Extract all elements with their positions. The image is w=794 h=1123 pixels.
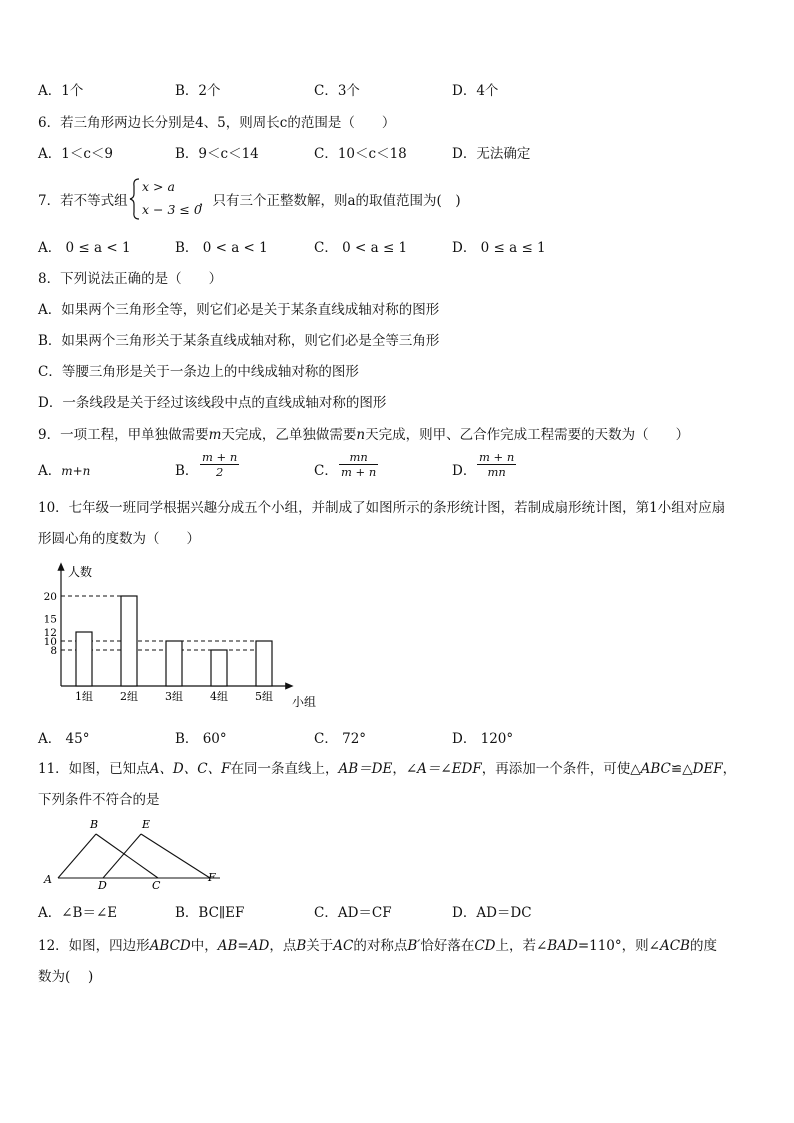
q6-option-b: B．9＜c＜14 — [175, 146, 259, 162]
q9-option-b-numerator: m + n — [202, 450, 238, 464]
q12-angle-bad: ∠BAD — [536, 938, 578, 954]
q9-option-c-label: C． — [314, 463, 338, 479]
q11-points: A、D、C、F — [149, 761, 231, 777]
q12-condition: AB=AD — [217, 938, 270, 954]
bar-chart — [28, 560, 338, 718]
q12-angle-acb: ∠ACB — [648, 938, 690, 954]
q5-option-a: A．1个 — [38, 83, 84, 99]
q12-point-b-prime: B′ — [407, 938, 421, 954]
q12-stem-line-1 — [38, 937, 717, 955]
chart-bar-4 — [211, 650, 227, 686]
q12-stem-h: =110°，则 — [577, 938, 649, 954]
q12-stem-a: 12．如图，四边形 — [38, 938, 150, 954]
q9-option-b-label: B． — [175, 463, 199, 479]
chart-x-tick-1: 1组 — [75, 690, 93, 703]
q11-condition-1: AB＝DE — [338, 761, 393, 777]
q11-option-b: B．BC∥EF — [175, 905, 245, 921]
q12-stem-f: 恰好落在 — [420, 938, 475, 954]
q9-stem-c: 天完成，则甲、乙合作完成工程需要的天数为（ ） — [365, 427, 690, 443]
q12-stem-b: 中， — [190, 938, 218, 954]
q12-stem-line-2: 数为( ) — [38, 969, 94, 985]
q9-option-c-denominator: m + n — [341, 465, 377, 479]
q5-option-c: C．3个 — [314, 83, 360, 99]
q12-stem-e: 的对称点 — [353, 938, 408, 954]
q9-stem — [38, 426, 689, 444]
q9-option-c-fraction — [339, 450, 378, 479]
q9-option-d-denominator: mn — [477, 464, 516, 479]
chart-y-tick-8: 8 — [50, 645, 57, 657]
q9-stem-b: 天完成，乙单独做需要 — [221, 427, 357, 443]
chart-x-tick-4: 4组 — [210, 690, 228, 703]
q9-option-d-numerator: m + n — [479, 450, 515, 464]
chart-x-label: 小组 — [292, 695, 317, 709]
q9-var-m: m — [208, 427, 222, 443]
q12-stem-i: 的度 — [689, 938, 717, 954]
q9-option-a — [38, 462, 90, 480]
q11-stem-line-1 — [38, 760, 736, 778]
q11-stem-a: 11．如图，已知点 — [38, 761, 150, 777]
q8-option-c: C．等腰三角形是关于一条边上的中线成轴对称的图形 — [38, 364, 359, 380]
q8-option-d: D．一条线段是关于经过该线段中点的直线成轴对称的图形 — [38, 395, 387, 411]
q9-option-b-denominator: 2 — [200, 464, 239, 479]
q9-option-c-numerator: mn — [349, 450, 368, 464]
q11-separator: ， — [392, 761, 406, 777]
q11-stem-b: 在同一条直线上， — [230, 761, 339, 777]
fig11-label-c: C — [152, 879, 161, 890]
q8-option-b: B．如果两个三角形关于某条直线成轴对称，则它们必是全等三角形 — [38, 333, 440, 349]
fig11-label-b: B — [90, 818, 99, 831]
q11-option-a: A．∠B＝∠E — [38, 905, 118, 921]
q11-triangle-2: DEF — [692, 761, 723, 777]
q11-option-c: C．AD＝CF — [314, 905, 392, 921]
q7-brace-icon — [129, 178, 141, 220]
q11-triangle-figure — [38, 815, 228, 890]
fig11-label-d: D — [98, 879, 107, 890]
q7-system-line-1: x > a — [142, 179, 175, 194]
q7-option-a: A． 0 ≤ a < 1 — [38, 240, 131, 256]
q6-option-c: C．10＜c＜18 — [314, 146, 407, 162]
q12-segment-cd: CD — [474, 938, 496, 954]
fig11-label-e: E — [142, 818, 151, 831]
q9-stem-a: 9．一项工程，甲单独做需要 — [38, 427, 209, 443]
q7-system-line-2: x − 3 ≤ 0 — [142, 202, 202, 217]
chart-bar-1 — [76, 632, 92, 686]
q11-stem-d: ， — [722, 761, 737, 777]
q7-suffix: ，只有三个正整数解，则a的取值范围为( ) — [199, 193, 461, 209]
chart-y-tick-12: 12 — [43, 627, 57, 639]
q5-option-b: B．2个 — [175, 83, 221, 99]
q9-option-b-fraction — [200, 450, 239, 479]
q5-option-d: D．4个 — [452, 83, 499, 99]
q12-point-b: B — [296, 938, 307, 954]
chart-y-tick-10: 10 — [43, 636, 57, 648]
q9-option-a-label: A． — [38, 463, 62, 479]
q12-stem-g: 上，若 — [495, 938, 536, 954]
q10-stem-line-2: 形圆心角的度数为（ ） — [38, 531, 200, 547]
q8-option-a: A．如果两个三角形全等，则它们必是关于某条直线成轴对称的图形 — [38, 302, 440, 318]
q12-stem-c: ，点 — [269, 938, 297, 954]
q11-stem-line-2: 下列条件不符合的是 — [38, 792, 160, 808]
q10-option-c: C． 72° — [314, 731, 367, 747]
q7-prefix: 7．若不等式组 — [38, 193, 128, 209]
chart-y-tick-15: 15 — [43, 613, 57, 626]
q8-stem: 8．下列说法正确的是（ ） — [38, 271, 223, 287]
q7-option-d: D． 0 ≤ a ≤ 1 — [452, 240, 546, 256]
q10-option-d: D． 120° — [452, 731, 514, 747]
q11-triangle-1: ABC — [640, 761, 671, 777]
q11-congruent: ≌△ — [670, 761, 693, 777]
fig11-label-f: F — [208, 871, 216, 884]
q9-option-d-fraction — [477, 450, 516, 479]
chart-bar-3 — [166, 641, 182, 686]
q12-line-ac: AC — [333, 938, 354, 954]
chart-y-label: 人数 — [68, 565, 93, 579]
fig11-label-a: A — [44, 873, 52, 886]
q7-option-b: B． 0 < a < 1 — [175, 240, 268, 256]
q10-option-a: A． 45° — [38, 731, 90, 747]
chart-x-tick-5: 5组 — [255, 690, 273, 703]
q7-option-c: C． 0 < a ≤ 1 — [314, 240, 408, 256]
q11-option-d: D．AD＝DC — [452, 905, 532, 921]
chart-bar-5 — [256, 641, 272, 686]
q6-option-a: A．1＜c＜9 — [38, 146, 113, 162]
q12-quad: ABCD — [149, 938, 191, 954]
q10-option-b: B． 60° — [175, 731, 227, 747]
q10-stem-line-1: 10．七年级一班同学根据兴趣分成五个小组，并制成了如图所示的条形统计图，若制成扇形统计图，第1小组对应扇 — [38, 500, 726, 516]
chart-y-tick-20: 20 — [43, 591, 57, 603]
q9-option-a-expr: m+n — [61, 464, 91, 478]
q6-stem: 6．若三角形两边长分别是4、5，则周长c的范围是（ ） — [38, 115, 396, 131]
q11-stem-c: ，再添加一个条件，可使△ — [481, 761, 641, 777]
chart-x-tick-2: 2组 — [120, 690, 138, 703]
chart-x-tick-3: 3组 — [165, 690, 183, 703]
chart-bar-2 — [121, 596, 137, 686]
q9-option-d-label: D． — [452, 463, 477, 479]
q6-option-d: D．无法确定 — [452, 146, 531, 162]
q12-stem-d: 关于 — [306, 938, 334, 954]
q11-condition-2: ∠A＝∠EDF — [405, 761, 482, 777]
q9-var-n: n — [356, 427, 366, 443]
